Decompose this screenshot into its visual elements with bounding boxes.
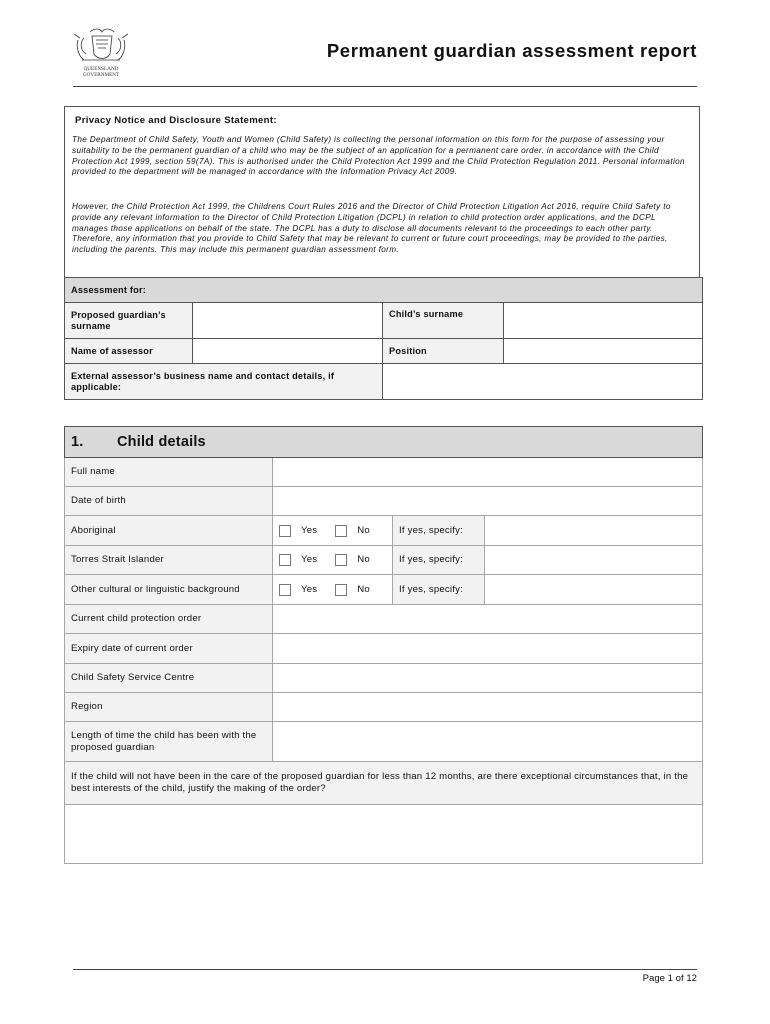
logo-line-1: QUEENSLAND xyxy=(83,66,119,72)
dob-label: Date of birth xyxy=(65,487,273,516)
section-heading xyxy=(65,427,703,458)
child-surname-field[interactable] xyxy=(504,303,703,339)
length-of-time-label: Length of time the child has been with the proposed guardian xyxy=(65,722,273,762)
torres-specify-label: If yes, specify: xyxy=(393,546,485,575)
page-number: Page 1 of 12 xyxy=(642,973,697,984)
cultural-yes-checkbox[interactable] xyxy=(279,584,291,596)
no-label: No xyxy=(357,583,370,595)
privacy-notice xyxy=(64,106,700,278)
guardian-surname-label: Proposed guardian’s surname xyxy=(65,303,193,339)
exceptional-circumstances-field[interactable] xyxy=(65,805,703,864)
queensland-government-logo xyxy=(70,26,132,80)
cultural-no-checkbox[interactable] xyxy=(335,584,347,596)
aboriginal-yes-checkbox[interactable] xyxy=(279,525,291,537)
dob-field[interactable] xyxy=(273,487,703,516)
torres-specify-field[interactable] xyxy=(485,546,703,575)
aboriginal-specify-field[interactable] xyxy=(485,516,703,546)
service-centre-label: Child Safety Service Centre xyxy=(65,664,273,693)
cultural-background-label: Other cultural or linguistic background xyxy=(65,575,273,605)
position-label: Position xyxy=(383,339,504,364)
full-name-field[interactable] xyxy=(273,458,703,487)
cultural-options xyxy=(273,575,393,605)
guardian-surname-field[interactable] xyxy=(193,303,383,339)
expiry-date-field[interactable] xyxy=(273,634,703,664)
external-assessor-label: External assessor’s business name and contact details, if applicable: xyxy=(65,364,383,400)
torres-strait-label: Torres Strait Islander xyxy=(65,546,273,575)
child-details-table xyxy=(64,426,703,864)
yes-label: Yes xyxy=(301,524,318,536)
service-centre-field[interactable] xyxy=(273,664,703,693)
length-of-time-field[interactable] xyxy=(273,722,703,762)
torres-no-checkbox[interactable] xyxy=(335,554,347,566)
header-divider xyxy=(73,86,697,87)
torres-yes-checkbox[interactable] xyxy=(279,554,291,566)
cultural-specify-field[interactable] xyxy=(485,575,703,605)
assessor-name-label: Name of assessor xyxy=(65,339,193,364)
aboriginal-specify-label: If yes, specify: xyxy=(393,516,485,546)
assessment-for-table xyxy=(64,277,703,400)
expiry-date-label: Expiry date of current order xyxy=(65,634,273,664)
torres-strait-options xyxy=(273,546,393,575)
aboriginal-no-checkbox[interactable] xyxy=(335,525,347,537)
assessor-name-field[interactable] xyxy=(193,339,383,364)
exceptional-circumstances-question: If the child will not have been in the care of the proposed guardian for less than 12 months, are there exceptional circumstances that, in the best interests of the child, justify the making of the order? xyxy=(65,762,703,805)
no-label: No xyxy=(357,524,370,536)
section-title: Child details xyxy=(117,434,206,450)
protection-order-field[interactable] xyxy=(273,605,703,634)
no-label: No xyxy=(357,554,370,565)
privacy-paragraph-2: However, the Child Protection Act 1999, the Childrens Court Rules 2016 and the Director of Child Protection Litigation Act 2016, require Child Safety to provide any relevant information to the Director of Child Protection Litigation (DCPL) in relation to child protection order applications, and the DCPL manages those applications on behalf of the state. The DCPL has a duty to disclose all documents relevant to the proceedings to each other party. Therefore, any information that you provide to Child Safety that may be relevant to current or future court proceedings, may be provided to the parties, including the parents. This may include this permanent guardian assessment form. xyxy=(72,202,671,255)
logo-line-2: GOVERNMENT xyxy=(82,72,120,78)
region-field[interactable] xyxy=(273,693,703,722)
assessment-heading: Assessment for: xyxy=(65,278,703,303)
footer-divider xyxy=(73,969,697,970)
aboriginal-options xyxy=(273,516,393,546)
child-surname-label: Child’s surname xyxy=(383,303,504,339)
privacy-paragraph-1: The Department of Child Safety, Youth and Women (Child Safety) is collecting the personal information on this form for the purpose of assessing your suitability to be the permanent guardian of a child who may be the subject of an application for a permanent care order, in accordance with the Child Protection Act 1999, section 59(7A). This is authorised under the Child Protection Act 1999 and the Child Protection Regulation 2011. Personal information provided to the department will be managed in accordance with the Information Privacy Act 2009. xyxy=(72,135,685,177)
protection-order-label: Current child protection order xyxy=(65,605,273,634)
yes-label: Yes xyxy=(301,554,318,565)
position-field[interactable] xyxy=(504,339,703,364)
privacy-heading: Privacy Notice and Disclosure Statement: xyxy=(75,115,277,126)
yes-label: Yes xyxy=(301,583,318,595)
document-title: Permanent guardian assessment report xyxy=(326,40,697,61)
section-number: 1. xyxy=(71,434,84,450)
full-name-label: Full name xyxy=(65,458,273,487)
region-label: Region xyxy=(65,693,273,722)
cultural-specify-label: If yes, specify: xyxy=(393,575,485,605)
external-assessor-field[interactable] xyxy=(383,364,703,400)
aboriginal-label: Aboriginal xyxy=(65,516,273,546)
